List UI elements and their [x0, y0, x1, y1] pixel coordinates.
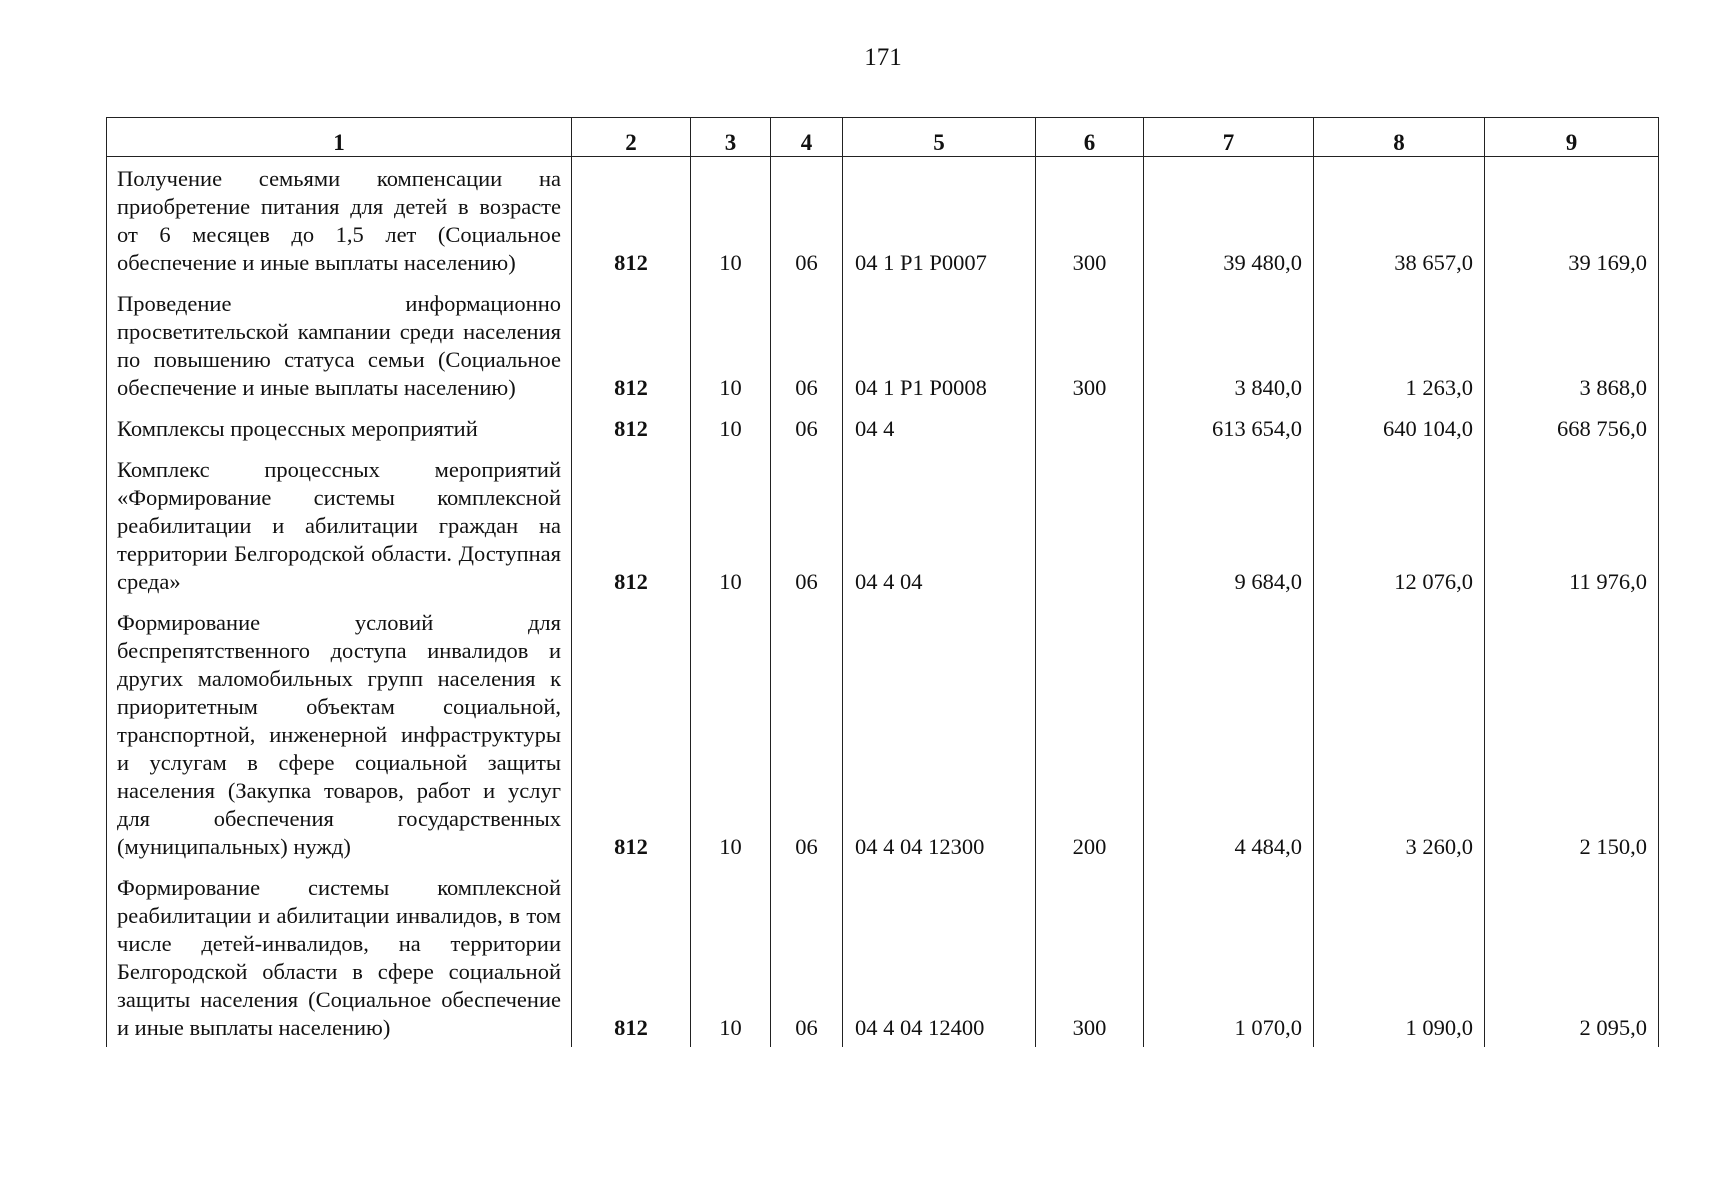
row-target-article: 04 4	[843, 407, 1036, 448]
column-header-6: 6	[1036, 118, 1144, 157]
budget-table	[106, 117, 1659, 1047]
page-number: 171	[864, 44, 902, 71]
table-row	[107, 407, 1659, 448]
row-amount-year3: 2 095,0	[1485, 866, 1659, 1047]
row-amount-year3: 668 756,0	[1485, 407, 1659, 448]
row-ved: 812	[572, 407, 691, 448]
column-header-4: 4	[771, 118, 843, 157]
row-expense-type: 300	[1036, 157, 1144, 283]
row-expense-type	[1036, 407, 1144, 448]
column-header-7: 7	[1144, 118, 1314, 157]
row-section: 10	[691, 448, 771, 601]
row-section: 10	[691, 157, 771, 283]
row-expense-type: 300	[1036, 866, 1144, 1047]
row-ved: 812	[572, 601, 691, 866]
row-section: 10	[691, 601, 771, 866]
row-name: Формирование системы комплексной реабилитации и абилитации инвалидов, в том числе детей-инвалидов, на территории Белгородской области в сфере социальной защиты населения (Социальное обеспечение и иные выплаты населению)	[107, 866, 572, 1047]
column-header-1: 1	[107, 118, 572, 157]
row-section: 10	[691, 866, 771, 1047]
row-amount-year1: 1 070,0	[1144, 866, 1314, 1047]
row-subsection: 06	[771, 866, 843, 1047]
row-amount-year2: 1 263,0	[1314, 282, 1485, 407]
row-amount-year3: 3 868,0	[1485, 282, 1659, 407]
row-amount-year1: 39 480,0	[1144, 157, 1314, 283]
row-amount-year1: 613 654,0	[1144, 407, 1314, 448]
row-expense-type: 300	[1036, 282, 1144, 407]
table-row	[107, 282, 1659, 407]
row-ved: 812	[572, 157, 691, 283]
row-subsection: 06	[771, 448, 843, 601]
row-subsection: 06	[771, 157, 843, 283]
row-name: Проведение информационно просветительской кампании среди населения по повышению статуса семьи (Социальное обеспечение и иные выплаты населению)	[107, 282, 572, 407]
row-amount-year2: 38 657,0	[1314, 157, 1485, 283]
row-amount-year2: 1 090,0	[1314, 866, 1485, 1047]
row-target-article: 04 4 04 12400	[843, 866, 1036, 1047]
row-subsection: 06	[771, 282, 843, 407]
row-expense-type: 200	[1036, 601, 1144, 866]
row-ved: 812	[572, 448, 691, 601]
table-row	[107, 601, 1659, 866]
table-row	[107, 157, 1659, 283]
row-amount-year1: 3 840,0	[1144, 282, 1314, 407]
row-subsection: 06	[771, 407, 843, 448]
row-ved: 812	[572, 282, 691, 407]
row-ved: 812	[572, 866, 691, 1047]
row-name: Комплексы процессных мероприятий	[107, 407, 572, 448]
table-row	[107, 866, 1659, 1047]
column-header-2: 2	[572, 118, 691, 157]
row-amount-year3: 11 976,0	[1485, 448, 1659, 601]
row-subsection: 06	[771, 601, 843, 866]
column-header-5: 5	[843, 118, 1036, 157]
row-section: 10	[691, 407, 771, 448]
row-amount-year1: 9 684,0	[1144, 448, 1314, 601]
row-amount-year2: 12 076,0	[1314, 448, 1485, 601]
table-row	[107, 448, 1659, 601]
column-header-8: 8	[1314, 118, 1485, 157]
row-amount-year3: 2 150,0	[1485, 601, 1659, 866]
row-name: Комплекс процессных мероприятий «Формирование системы комплексной реабилитации и абилитации граждан на территории Белгородской области. Доступная среда»	[107, 448, 572, 601]
row-amount-year3: 39 169,0	[1485, 157, 1659, 283]
row-amount-year2: 3 260,0	[1314, 601, 1485, 866]
row-name: Формирование условий для беспрепятственного доступа инвалидов и других маломобильных групп населения к приоритетным объектам социальной, транспортной, инженерной инфраструктуры и услугам в сфере социальной защиты населения (Закупка товаров, работ и услуг для обеспечения государственных (муниципальных) нужд)	[107, 601, 572, 866]
row-section: 10	[691, 282, 771, 407]
row-name: Получение семьями компенсации на приобретение питания для детей в возрасте от 6 месяцев до 1,5 лет (Социальное обеспечение и иные выплаты населению)	[107, 157, 572, 283]
column-header-9: 9	[1485, 118, 1659, 157]
row-amount-year1: 4 484,0	[1144, 601, 1314, 866]
row-target-article: 04 1 P1 P0007	[843, 157, 1036, 283]
header-row	[107, 118, 1659, 157]
row-target-article: 04 4 04 12300	[843, 601, 1036, 866]
row-target-article: 04 1 P1 P0008	[843, 282, 1036, 407]
row-target-article: 04 4 04	[843, 448, 1036, 601]
row-amount-year2: 640 104,0	[1314, 407, 1485, 448]
row-expense-type	[1036, 448, 1144, 601]
column-header-3: 3	[691, 118, 771, 157]
